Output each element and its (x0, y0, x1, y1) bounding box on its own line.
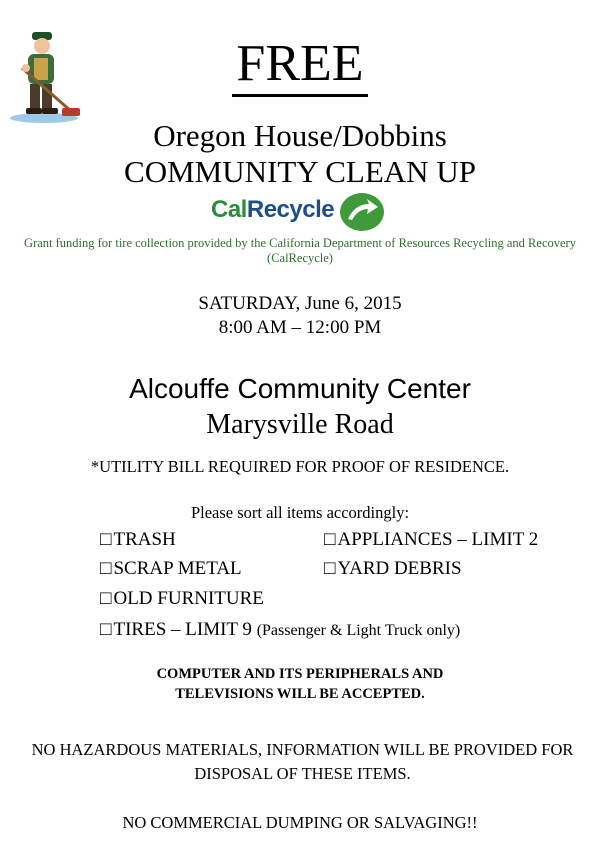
sort-instruction: Please sort all items accordingly: (190, 503, 410, 522)
heading-line-1: Oregon House/Dobbins (153, 118, 447, 153)
calrecycle-logo (211, 192, 389, 236)
item-tires: □ TIRES – LIMIT 9 (Passenger & Light Truck only) (100, 619, 461, 640)
no-hazardous-materials-note: NO HAZARDOUS MATERIALS, INFORMATION WILL BE PROVIDED FOR DISPOSAL OF THESE ITEMS. (31, 740, 574, 783)
grant-funding-note: Grant funding for tire collection provided by the California Department of Resources Recycling and Recovery (CalRecycle) (24, 236, 576, 265)
item-yard-debris: □ YARD DEBRIS (324, 558, 462, 579)
event-time: 8:00 AM – 12:00 PM (218, 317, 382, 338)
checkbox-icon: □ (100, 588, 112, 609)
venue-road: Marysville Road (206, 409, 394, 440)
heading-line-2: COMMUNITY CLEAN UP (124, 154, 476, 189)
checkbox-icon: □ (100, 619, 112, 640)
logo-text-recycle: Recycle (246, 196, 335, 223)
item-trash: □ TRASH (100, 529, 176, 550)
item-scrap-metal: □ SCRAP METAL (100, 558, 242, 579)
free-title: FREE (0, 36, 600, 97)
checkbox-icon: □ (100, 558, 112, 579)
checkbox-icon: □ (324, 558, 336, 579)
logo-text-cal: Cal (211, 196, 247, 223)
item-appliances: □ APPLIANCES – LIMIT 2 (324, 529, 539, 550)
checkbox-icon: □ (100, 529, 112, 550)
utility-bill-note: *UTILITY BILL REQUIRED FOR PROOF OF RESIDENCE. (90, 457, 510, 476)
recycle-arrow-icon (339, 192, 385, 232)
checkbox-icon: □ (324, 529, 336, 550)
accepted-items-note: COMPUTER AND ITS PERIPHERALS AND TELEVISIONS WILL BE ACCEPTED. (156, 666, 444, 702)
tires-note: (Passenger & Light Truck only) (256, 622, 461, 639)
no-commercial-dumping-note: NO COMMERCIAL DUMPING OR SALVAGING!! (122, 813, 478, 832)
venue-name: Alcouffe Community Center (129, 373, 471, 404)
event-date: SATURDAY, June 6, 2015 (198, 293, 402, 314)
item-old-furniture: □ OLD FURNITURE (100, 588, 264, 609)
